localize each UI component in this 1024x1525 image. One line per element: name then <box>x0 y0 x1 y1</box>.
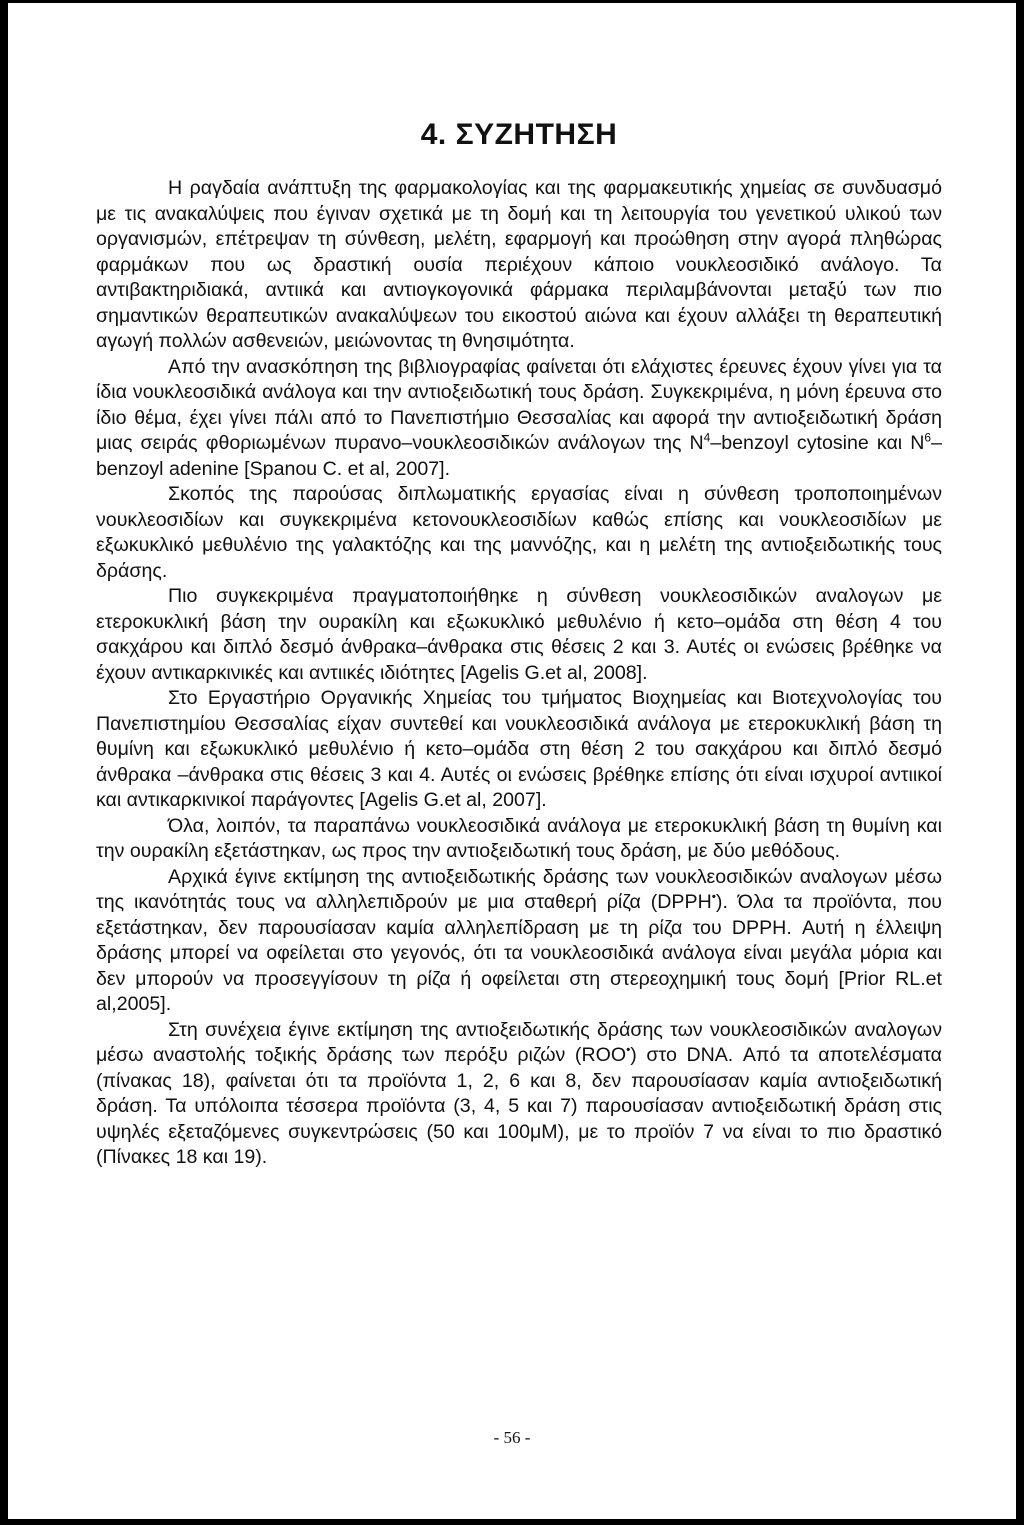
page-number: - 56 - <box>493 1428 531 1447</box>
scan-edge-bottom <box>0 1519 1024 1525</box>
superscript: 4 <box>703 430 711 445</box>
paragraph-summary: Όλα, λοιπόν, τα παραπάνω νουκλεοσιδικά ανάλογα με ετεροκυκλική βάση τη θυμίνη και την ουρακίλη εξετάστηκαν, ως προς την αντιοξειδωτική τους δράση, με δύο μεθόδους. <box>96 814 942 862</box>
scan-edge-right <box>1016 0 1024 1525</box>
paragraph-text: Από την ανασκόπηση της βιβλιογραφίας φαίνεται ότι ελάχιστες έρευνες έχουν γίνει για τα ίδια νουκλεοσιδικά ανάλογα και την αντιοξειδωτική τους δράση. Συγκεκριμένα, η μόνη έρευνα στο ίδιο θέμα, έχει γίνει πάλι από το Πανεπιστήμιο Θεσσαλίας και αφορά την αντιοξειδωτική δράση μιας σειράς φθοριωμένων πυρανο–νουκλεοσιδικών ανάλογων της N <box>96 355 942 454</box>
paragraph-synthesis: Πιο συγκεκριμένα πραγματοποιήθηκε η σύνθεση νουκλεοσιδικών αναλογων με ετεροκυκλική βάση την ουρακίλη και εξωκυκλικό μεθυλένιο ή κετο–ομάδα στη θέση 4 του σακχάρου και διπλό δεσμό άνθρακα–άνθρακα στις θέσεις 2 και 3. Αυτές οι ενώσεις βρέθηκε να έχουν αντικαρκινικές και αντιικές ιδιότητες [Agelis G.et al, 2008]. <box>96 585 942 684</box>
paragraph-intro: Η ραγδαία ανάπτυξη της φαρμακολογίας και της φαρμακευτικής χημείας σε συνδυασμό με τις ανακαλύψεις που έγιναν σχετικά με τη δομή και τη λειτουργία του γενετικού υλικού των οργανισμών, επέτρεψαν τη σύνθεση, μελέτη, εφαρμογή και προώθηση στην αγορά πληθώρας φαρμάκων που ως δραστική ουσία περιέχουν κάποιο νουκλεοσιδικό ανάλογο. Τα αντιβακτηριδιακά, αντιικά και αντιογκογονικά φάρμακα περιλαμβάνονται μεταξύ των πιο σημαντικών θεραπευτικών ανακαλύψεων του εικοστού αιώνα και έχουν αλλάξει τη θεραπευτική αγωγή πολλών ασθενειών, μειώνοντας τη θνησιμότητα. <box>96 177 942 352</box>
paragraph-text: ). Όλα τα προϊόντα, που εξετάστηκαν, δεν παρουσίασαν καμία αλληλεπίδραση με τη ρίζα του DPPH. Αυτή η έλλειψη δράσης μπορεί να οφείλεται στο γεγονός, ότι τα νουκλεοσιδικά ανάλογα είναι μεγάλα μόρια και δεν μπορούν να προσεγγίσουν τη ρίζα ή οφείλεται στη στερεοχημική τους δομή [Prior RL.et al,2005]. <box>96 891 942 1015</box>
paragraph-dpph <box>96 865 942 1018</box>
paragraph-text: ) στο DNA. Από τα αποτελέσματα (πίνακας 18), φαίνεται ότι τα προϊόντα 1, 2, 6 και 8, δεν παρουσίασαν καμία αντιοξειδωτική δράση. Τα υπόλοιπα τέσσερα προϊόντα (3, 4, 5 και 7) παρουσίασαν αντιοξειδωτική δράση στις υψηλές εξεταζόμενες συγκεντρώσεις (50 και 100μΜ), με το προϊόν 7 να είναι το πιο δραστικό (Πίνακες 18 και 19). <box>96 1044 942 1168</box>
paragraph-roo <box>96 1018 942 1171</box>
paragraph-literature <box>96 355 942 483</box>
document-body <box>96 120 942 1171</box>
superscript: • <box>626 1042 631 1057</box>
superscript: • <box>711 889 716 904</box>
paragraph-lab: Στο Εργαστήριο Οργανικής Χημείας του τμήματος Βιοχημείας και Βιοτεχνολογίας του Πανεπιστημίου Θεσσαλίας είχαν συντεθεί και νουκλεοσιδικά ανάλογα με ετεροκυκλική βάση τη θυμίνη και εξωκυκλικό μεθυλένιο ή κετο–ομάδα στη θέση 2 του σακχάρου και διπλό δεσμό άνθρακα –άνθρακα στις θέσεις 3 και 4. Αυτές οι ενώσεις βρέθηκε επίσης ότι είναι ισχυροί αντιικοί και αντικαρκινικοί παράγοντες [Agelis G.et al, 2007]. <box>96 687 942 811</box>
scan-edge-left <box>0 0 8 1525</box>
paragraph-text: –benzoyl cytosine και N <box>710 432 925 454</box>
section-heading: 4. ΣΥΖΗΤΗΣΗ <box>420 118 618 151</box>
superscript: 6 <box>924 430 932 445</box>
paragraph-aim: Σκοπός της παρούσας διπλωματικής εργασίας είναι η σύνθεση τροποποιημένων νουκλεοσιδίων και συγκεκριμένα κετονουκλεοσιδίων καθώς επίσης και νουκλεοσιδίων με εξωκυκλικό μεθυλένιο της γαλακτόζης και της μαννόζης, και η μελέτη της αντιοξειδωτικής τους δράσης. <box>96 483 942 582</box>
paragraph-text: Αρχικά έγινε εκτίμηση της αντιοξειδωτικής δράσης των νουκλεοσιδικών αναλογων μέσω της ικανότητάς τους να αλληλεπιδρούν με μια σταθερή ρίζα (DPPH <box>96 865 942 913</box>
paragraph-text: Στη συνέχεια έγινε εκτίμηση της αντιοξειδωτικής δράσης των νουκλεοσιδικών αναλογων μέσω αναστολής τοξικής δράσης των περόξυ ριζών (ROO <box>96 1018 942 1066</box>
paragraph-text: –benzoyl adenine [Spanou C. et al, 2007]. <box>96 432 942 480</box>
scan-edge-top <box>0 0 1024 3</box>
